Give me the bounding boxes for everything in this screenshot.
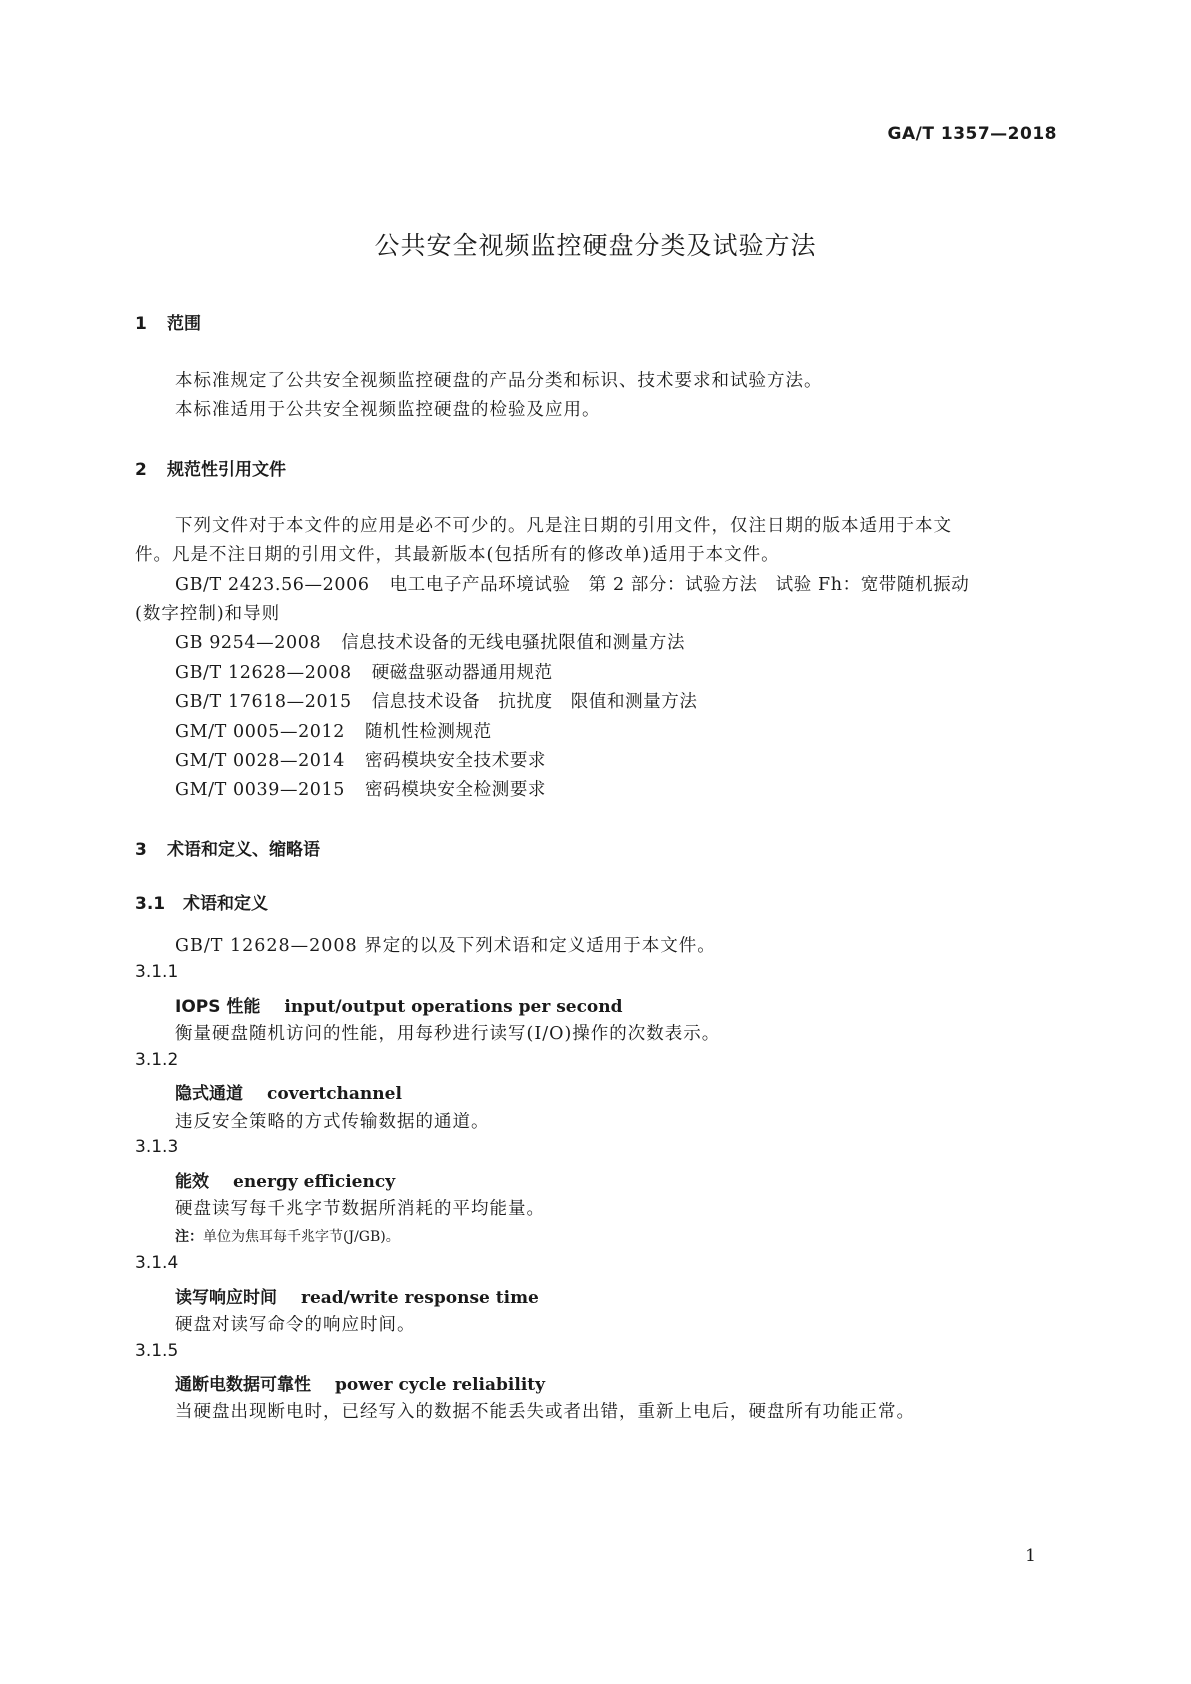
paragraph: 下列文件对于本文件的应用是必不可少的。凡是注日期的引用文件，仅注日期的版本适用于本文: [175, 516, 952, 536]
reference-item: [175, 776, 546, 801]
term-note: [175, 1226, 400, 1246]
reference-code: GB 9254—2008: [175, 633, 322, 653]
reference-code: GB/T 12628—2008: [175, 663, 352, 683]
section-number: 3.1: [135, 894, 166, 914]
term-entry: [175, 1167, 395, 1192]
term-zh: 能效: [175, 1172, 209, 1192]
reference-title: 随机性检测规范: [365, 722, 492, 742]
term-en: covertchannel: [267, 1084, 402, 1104]
reference-title: 信息技术设备 抗扰度 限值和测量方法: [371, 692, 698, 712]
reference-code: GM/T 0005—2012: [175, 722, 346, 742]
term-entry: [175, 1370, 545, 1395]
reference-code: GM/T 0028—2014: [175, 751, 346, 771]
reference-item: [175, 659, 553, 684]
paragraph-continuation: 件。凡是不注日期的引用文件，其最新版本(包括所有的修改单)适用于本文件。: [135, 545, 780, 565]
section-3-1-heading: [135, 889, 268, 914]
section-number: 1: [135, 314, 147, 334]
document-title: 公共安全视频监控硬盘分类及试验方法: [374, 231, 817, 260]
reference-title: 密码模块安全技术要求: [365, 751, 547, 771]
section-3-heading: [135, 835, 320, 860]
term-definition: 当硬盘出现断电时，已经写入的数据不能丢失或者出错，重新上电后，硬盘所有功能正常。: [175, 1402, 915, 1422]
section-title: 术语和定义: [183, 894, 268, 914]
term-definition: 硬盘对读写命令的响应时间。: [175, 1315, 416, 1335]
term-zh: 隐式通道: [175, 1084, 243, 1104]
section-number: 2: [135, 460, 147, 480]
term-number: 3.1.1: [135, 962, 179, 982]
term-entry: [175, 1283, 539, 1308]
paragraph: 本标准适用于公共安全视频监控硬盘的检验及应用。: [175, 400, 601, 420]
term-number: 3.1.4: [135, 1253, 179, 1273]
section-number: 3: [135, 840, 147, 860]
term-definition: 硬盘读写每千兆字节数据所消耗的平均能量。: [175, 1199, 545, 1219]
term-en: power cycle reliability: [335, 1375, 546, 1395]
term-zh: IOPS 性能: [175, 997, 261, 1017]
note-label: 注：: [175, 1229, 203, 1245]
paragraph: 本标准规定了公共安全视频监控硬盘的产品分类和标识、技术要求和试验方法。: [175, 371, 823, 391]
term-zh: 通断电数据可靠性: [175, 1375, 311, 1395]
reference-continuation: (数字控制)和导则: [135, 604, 281, 624]
section-title: 术语和定义、缩略语: [167, 840, 320, 860]
page-number: 1: [1025, 1546, 1036, 1566]
term-definition: 衡量硬盘随机访问的性能，用每秒进行读写(I/O)操作的次数表示。: [175, 1024, 721, 1044]
reference-title: 信息技术设备的无线电骚扰限值和测量方法: [341, 633, 686, 653]
section-1-heading: [135, 309, 201, 334]
term-en: input/output operations per second: [284, 997, 623, 1017]
term-definition: 违反安全策略的方式传输数据的通道。: [175, 1112, 490, 1132]
reference-item: [175, 629, 685, 654]
reference-code: GB/T 2423.56—2006: [175, 575, 370, 595]
term-number: 3.1.5: [135, 1341, 179, 1361]
reference-item: [175, 688, 698, 713]
section-title: 规范性引用文件: [167, 460, 286, 480]
reference-title: 硬磁盘驱动器通用规范: [371, 663, 553, 683]
term-en: energy efficiency: [233, 1172, 396, 1192]
section-title: 范围: [167, 314, 201, 334]
section-2-heading: [135, 455, 286, 480]
reference-code: GM/T 0039—2015: [175, 780, 346, 800]
term-number: 3.1.2: [135, 1050, 179, 1070]
reference-item: [175, 718, 492, 743]
term-en: read/write response time: [301, 1288, 539, 1308]
reference-title: 电工电子产品环境试验 第 2 部分：试验方法 试验 Fh：宽带随机振动: [389, 575, 970, 595]
document-code: GA/T 1357—2018: [887, 124, 1057, 144]
term-zh: 读写响应时间: [175, 1288, 277, 1308]
term-entry: [175, 992, 623, 1017]
term-number: 3.1.3: [135, 1137, 179, 1157]
reference-item: [175, 571, 969, 596]
reference-code: GB/T 17618—2015: [175, 692, 352, 712]
paragraph: GB/T 12628—2008 界定的以及下列术语和定义适用于本文件。: [175, 936, 716, 956]
note-text: 单位为焦耳每千兆字节(J/GB)。: [203, 1229, 400, 1245]
reference-item: [175, 747, 546, 772]
reference-title: 密码模块安全检测要求: [365, 780, 547, 800]
term-entry: [175, 1079, 402, 1104]
